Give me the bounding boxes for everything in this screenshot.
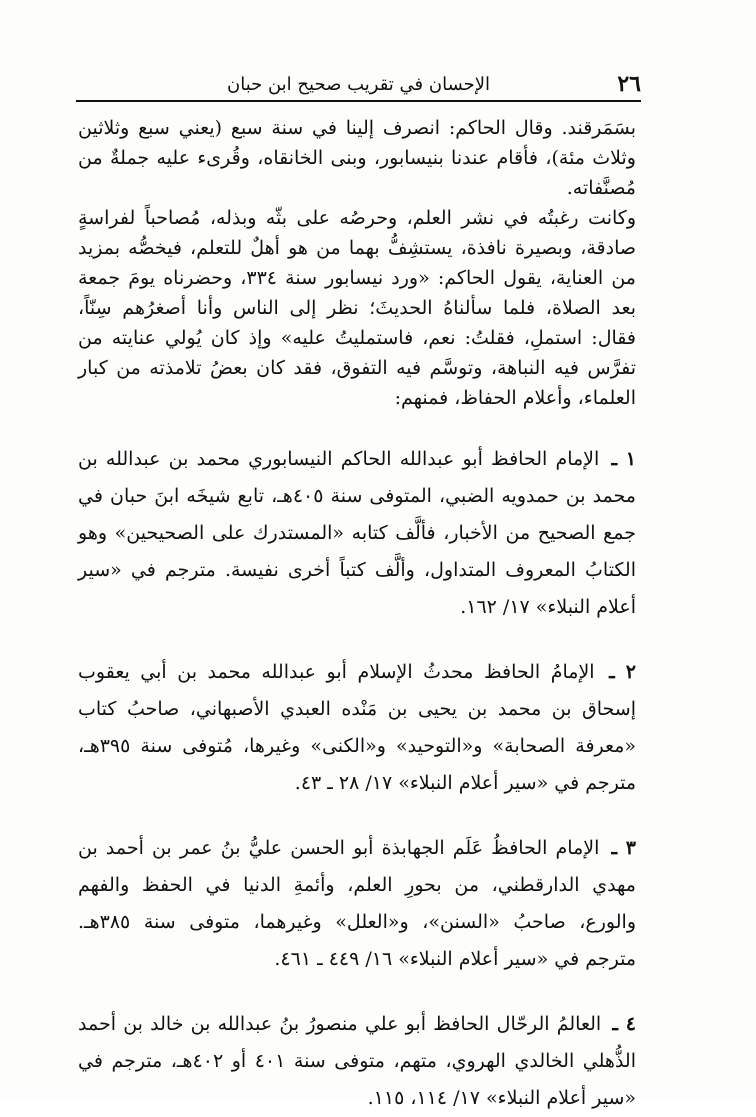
intro-section	[78, 113, 636, 413]
running-title: الإحسان في تقريب صحيح ابن حبان	[226, 74, 491, 95]
student-entry-3	[78, 830, 636, 978]
page-body	[78, 113, 636, 1109]
intro-paragraph-2: وكانت رغبتُه في نشر العلم، وحرصُه على بثّه وبذله، مُصاحباً لفراسةٍ صادقة، وبصيرة نافذة، يستشِفُّ بهما من هو أهلٌ للتعلم، فيخصُّه بمزيد من العناية، يقول الحاكم: «ورد نيسابور سنة ٣٣٤، وحضرناه يومَ جمعة بعد الصلاة، فلما سألناهُ الحديثَ؛ نظر إلى الناس وأنا أصغرُهم سِنّاً، فقال: استملِ، فقلتُ: نعم، فاستمليتُ عليه» وإذ كان يُولي عنايته من تفرَّس فيه النباهة، وتوسَّم فيه التفوق، فقد كان بعضُ تلامذته من كبار العلماء، وأعلام الحفاظ، فمنهم:	[78, 207, 636, 409]
student-entry-4	[78, 1006, 636, 1117]
page-number: ٢٦	[617, 71, 641, 97]
student-entry-2	[78, 654, 636, 802]
student-entry-1	[78, 441, 636, 626]
page-header	[76, 66, 641, 102]
entry-number: ١ ـ	[611, 448, 636, 470]
entry-text: الإمامُ الحافظ محدثُ الإسلام أبو عبدالله محمد بن أبي يعقوب إسحاق بن محمد بن يحيى بن مَنْده العبدي الأصبهاني، صاحبُ كتاب «معرفة الصحابة» و«التوحيد» و«الكنى» وغيرها، مُتوفى سنة ٣٩٥هـ، مترجم في «سير أعلام النبلاء» ١٧/ ٢٨ ـ ٤٣.	[78, 661, 636, 794]
entry-text: الإمام الحافظ أبو عبدالله الحاكم النيسابوري محمد بن عبدالله بن محمد بن حمدويه الضبي، المتوفى سنة ٤٠٥هـ، تابع شيخَه ابنَ حبان في جمع الصحيح من الأخبار، فألَّف كتابه «المستدرك على الصحيحين» وهو الكتابُ المعروف المتداول، وألَّف كتباً أخرى نفيسة. مترجم في «سير أعلام النبلاء» ١٧/ ١٦٢.	[78, 448, 636, 618]
entry-number: ٢ ـ	[609, 661, 636, 683]
entry-number: ٤ ـ	[612, 1013, 636, 1035]
entry-number: ٣ ـ	[611, 837, 636, 859]
entry-text: العالمُ الرحّال الحافظ أبو علي منصورُ بنُ عبدالله بن خالد بن أحمد الذُّهلي الخالدي الهروي، متهم، متوفى سنة ٤٠١ أو ٤٠٢هـ، مترجم في «سير أعلام النبلاء» ١٧/ ١١٤، ١١٥.	[78, 1013, 636, 1109]
intro-paragraph-1: بسَمَرقند. وقال الحاكم: انصرف إلينا في سنة سبع (يعني سبع وثلاثين وثلاث مئة)، فأقام عندنا بنيسابور، وبنى الخانقاه، وقُرىء عليه جملةٌ من مُصنَّفاته.	[78, 117, 636, 199]
entry-text: الإمام الحافظُ عَلَم الجهابذة أبو الحسن عليُّ بنُ عمر بن أحمد بن مهدي الدارقطني، من بحورِ العلم، وأئمةِ الدنيا في الحفظ والفهم والورع، صاحبُ «السنن»، و«العلل» وغيرهما، متوفى سنة ٣٨٥هـ. مترجم في «سير أعلام النبلاء» ١٦/ ٤٤٩ ـ ٤٦١.	[78, 837, 636, 970]
